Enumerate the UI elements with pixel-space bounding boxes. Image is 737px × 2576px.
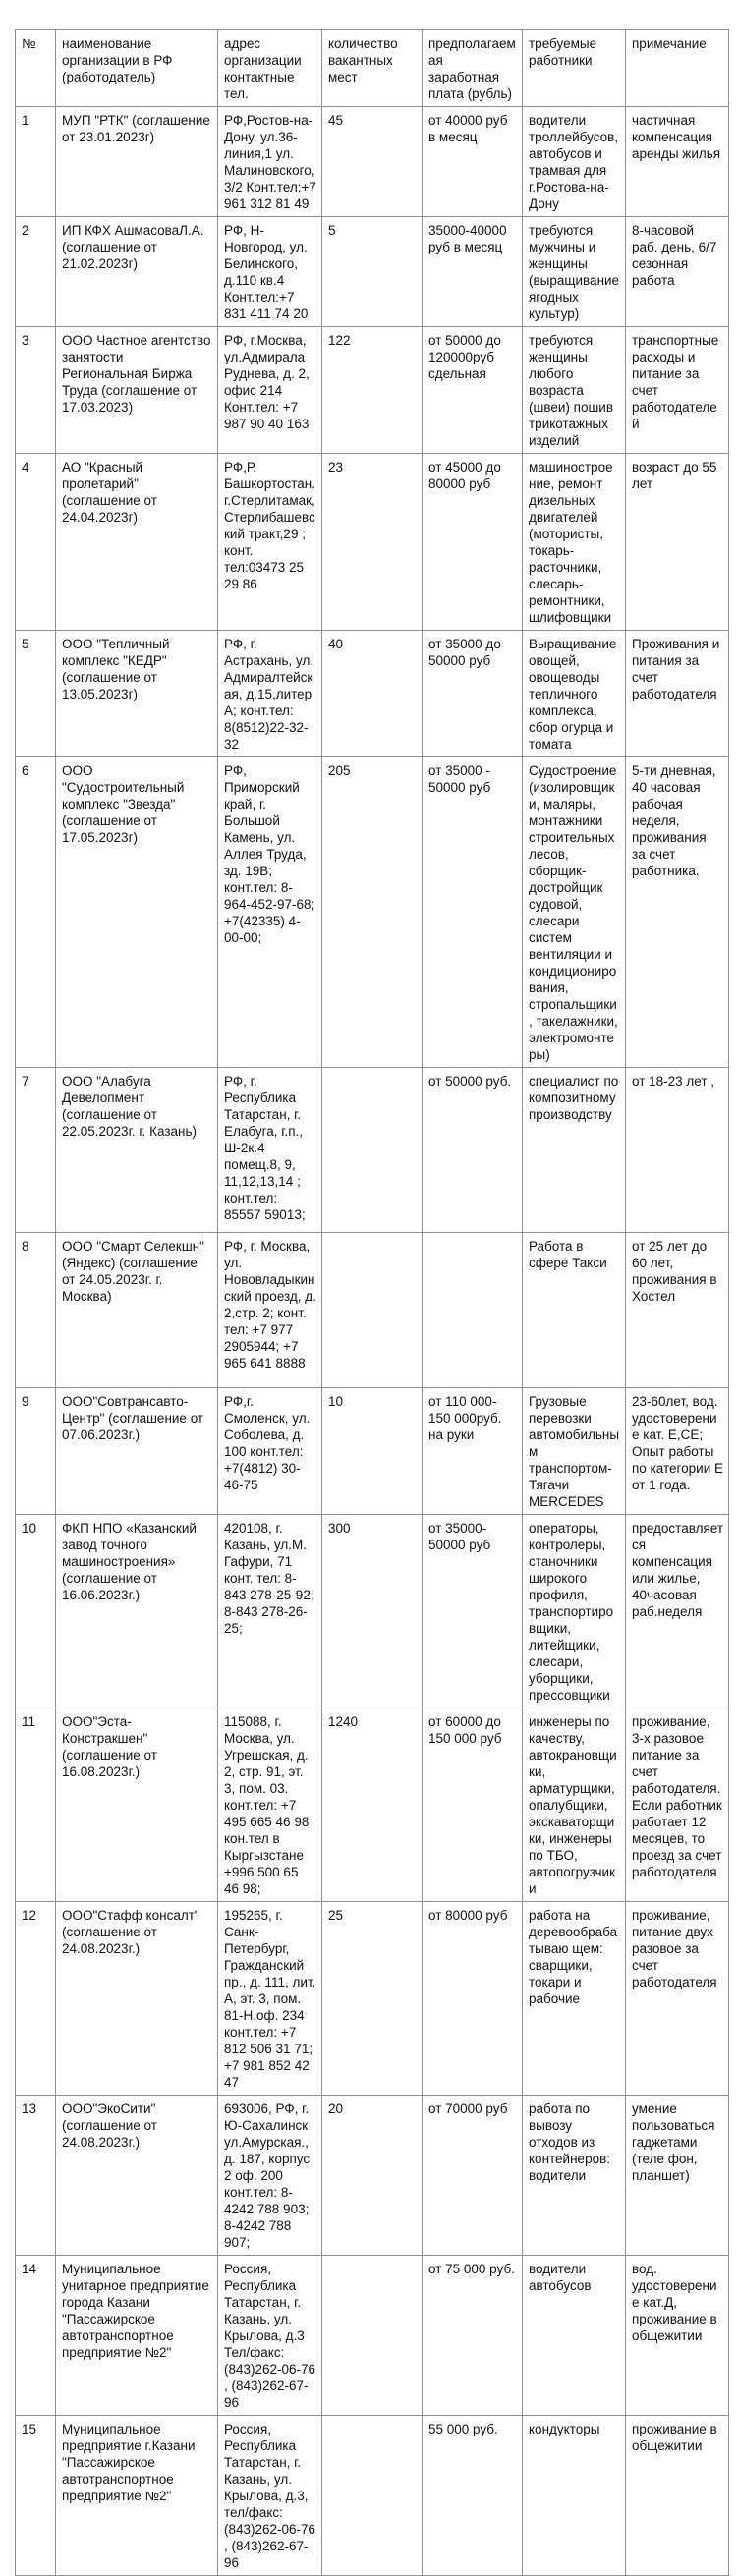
- cell-num: 8: [16, 1233, 56, 1388]
- cell-note: 23-60лет, вод. удостоверение кат. Е,СЕ; Опыт работы по категории Е от 1 года.: [626, 1388, 729, 1515]
- table-row: [16, 454, 729, 631]
- column-header-count: количество вакантных мест: [322, 30, 423, 107]
- cell-num: 13: [16, 2096, 56, 2256]
- cell-count: 300: [322, 1515, 423, 1708]
- cell-count: [322, 1068, 423, 1233]
- cell-num: 10: [16, 1515, 56, 1708]
- cell-workers: водители автобусов: [523, 2256, 626, 2416]
- cell-num: 5: [16, 631, 56, 757]
- cell-salary: от 45000 до 80000 руб: [423, 454, 523, 631]
- cell-name: ООО"Эста-Констракшен" (соглашение от 16.08.2023г.): [56, 1708, 218, 1902]
- table-row: [16, 1515, 729, 1708]
- cell-workers: водители троллейбусов, автобусов и трамвая для г.Ростова-на-Дону: [523, 107, 626, 217]
- cell-name: ФКП НПО «Казанский завод точного машиностроения» (соглашение от 16.06.2023г.): [56, 1515, 218, 1708]
- cell-count: 5: [322, 217, 423, 327]
- cell-num: 9: [16, 1388, 56, 1515]
- cell-salary: от 35000 до 50000 руб: [423, 631, 523, 757]
- cell-count: 45: [322, 107, 423, 217]
- cell-count: 205: [322, 757, 423, 1068]
- cell-salary: от 80000 руб: [423, 1902, 523, 2096]
- cell-salary: [423, 1233, 523, 1388]
- cell-salary: 55 000 руб.: [423, 2416, 523, 2576]
- cell-salary: от 50000 до 120000руб сдельная: [423, 327, 523, 454]
- cell-salary: от 70000 руб: [423, 2096, 523, 2256]
- table-row: [16, 217, 729, 327]
- cell-name: ООО "Тепличный комплекс "КЕДР" (соглашение от 13.05.2023г): [56, 631, 218, 757]
- cell-workers: требуются мужчины и женщины (выращивание ягодных культур): [523, 217, 626, 327]
- cell-note: частичная компенсация аренды жилья: [626, 107, 729, 217]
- cell-address: 115088, г. Москва, ул. Угрешская, д. 2, стр. 91, эт. 3, пом. 03. конт.тел: +7 495 665 46 98 кон.тел в Кыргызстане +996 500 65 46 98;: [218, 1708, 322, 1902]
- cell-num: 1: [16, 107, 56, 217]
- cell-workers: инженеры по качеству, автокрановщики, арматурщики, опалубщики, экскаваторщики, инженеры по ТБО, автопогрузчики: [523, 1708, 626, 1902]
- cell-name: ООО "Алабуга Девелопмент (соглашение от 22.05.2023г. г. Казань): [56, 1068, 218, 1233]
- cell-name: ИП КФХ АшмасоваЛ.А. (соглашение от 21.02.2023г): [56, 217, 218, 327]
- cell-address: РФ,г. Смоленск, ул. Соболева, д. 100 конт.тел: +7(4812) 30-46-75: [218, 1388, 322, 1515]
- cell-count: 10: [322, 1388, 423, 1515]
- cell-salary: 35000-40000 руб в месяц: [423, 217, 523, 327]
- cell-workers: Судостроение (изолировщики, маляры, монтажники строительных лесов, сборщик-достройщик судовой, слесари систем вентиляции и кондиционирования, стропальщики, такелажники, электромонтеры): [523, 757, 626, 1068]
- vacancies-table-document: [15, 29, 729, 2576]
- cell-name: ООО "Смарт Селекшн" (Яндекс) (соглашение от 24.05.2023г. г. Москва): [56, 1233, 218, 1388]
- table-row: [16, 757, 729, 1068]
- cell-workers: Выращивание овощей, овощеводы тепличного комплекса, сбор огурца и томата: [523, 631, 626, 757]
- cell-note: от 25 лет до 60 лет, проживания в Хостел: [626, 1233, 729, 1388]
- cell-name: ООО Частное агентство занятости Региональная Биржа Труда (соглашение от 17.03.2023): [56, 327, 218, 454]
- cell-address: РФ,Р. Башкортостан. г.Стерлитамак, Стерлибашевский тракт,29 ; конт. тел:03473 25 29 86: [218, 454, 322, 631]
- table-row: [16, 1708, 729, 1902]
- cell-note: Проживания и питания за счет работодателя: [626, 631, 729, 757]
- cell-workers: работа на деревообрабатываю щем: сварщики, токари и рабочие: [523, 1902, 626, 2096]
- table-row: [16, 631, 729, 757]
- cell-note: 5-ти дневная, 40 часовая рабочая неделя, проживания за счет работника.: [626, 757, 729, 1068]
- cell-note: вод. удостоверение кат.Д, проживание в общежитии: [626, 2256, 729, 2416]
- cell-num: 12: [16, 1902, 56, 2096]
- cell-workers: работа по вывозу отходов из контейнеров: водители: [523, 2096, 626, 2256]
- cell-workers: Работа в сфере Такси: [523, 1233, 626, 1388]
- table-row: [16, 1388, 729, 1515]
- cell-count: 23: [322, 454, 423, 631]
- column-header-workers: требуемые работники: [523, 30, 626, 107]
- cell-count: 25: [322, 1902, 423, 2096]
- column-header-note: примечание: [626, 30, 729, 107]
- cell-salary: от 35000-50000 руб: [423, 1515, 523, 1708]
- cell-note: транспортные расходы и питание за счет работодателей: [626, 327, 729, 454]
- cell-salary: от 35000 - 50000 руб: [423, 757, 523, 1068]
- cell-num: 3: [16, 327, 56, 454]
- cell-address: 420108, г. Казань, ул.М. Гафури, 71 конт. тел: 8-843 278-25-92; 8-843 278-26-25;: [218, 1515, 322, 1708]
- column-header-salary: предполагаемая заработная плата (рубль): [423, 30, 523, 107]
- cell-address: РФ, г.Москва, ул.Адмирала Руднева, д. 2, офис 214 Конт.тел: +7 987 90 40 163: [218, 327, 322, 454]
- cell-salary: от 50000 руб.: [423, 1068, 523, 1233]
- cell-address: 195265, г. Санк-Петербург, Гражданский пр., д. 111, лит. А, эт. 3, пом. 81-Н,оф. 234 конт.тел: +7 812 506 31 71; +7 981 852 42 47: [218, 1902, 322, 2096]
- table-row: [16, 2416, 729, 2576]
- cell-salary: от 110 000-150 000руб. на руки: [423, 1388, 523, 1515]
- cell-num: 2: [16, 217, 56, 327]
- cell-note: проживание, 3-х разовое питание за счет работодателя. Если работник работает 12 месяцев, то проезд за счет работодателя: [626, 1708, 729, 1902]
- vacancies-table: [15, 29, 729, 2576]
- cell-name: ООО"Совтрансавто-Центр" (соглашение от 07.06.2023г.): [56, 1388, 218, 1515]
- table-row: [16, 2256, 729, 2416]
- cell-name: ООО"ЭкоСити" (соглашение от 24.08.2023г.): [56, 2096, 218, 2256]
- cell-address: РФ,Ростов-на-Дону, ул.36-линия,1 ул. Малиновского, 3/2 Конт.тел:+7 961 312 81 49: [218, 107, 322, 217]
- column-header-address: адрес организации контактные тел.: [218, 30, 322, 107]
- cell-address: РФ, г. Москва, ул. Нововладыкинский проезд, д. 2,стр. 2; конт. тел: +7 977 2905944; +7 965 641 8888: [218, 1233, 322, 1388]
- column-header-name: наименование организации в РФ (работодатель): [56, 30, 218, 107]
- cell-workers: операторы, контролеры, станочники широкого профиля, транспортировщики, литейщики, слесари, уборщики, прессовщики: [523, 1515, 626, 1708]
- cell-note: предоставляется компенсация или жилье, 40часовая раб.неделя: [626, 1515, 729, 1708]
- table-row: [16, 1068, 729, 1233]
- cell-address: РФ, г. Республика Татарстан, г. Елабуга, г.п., Ш-2к.4 помещ.8, 9, 11,12,13,14 ; конт.тел: 85557 59013;: [218, 1068, 322, 1233]
- table-body: [16, 107, 729, 2576]
- column-header-num: №: [16, 30, 56, 107]
- cell-num: 14: [16, 2256, 56, 2416]
- cell-address: Россия, Республика Татарстан, г. Казань, ул. Крылова, д.3 Тел/факс: (843)262-06-76 , (843)262-67-96: [218, 2256, 322, 2416]
- cell-num: 4: [16, 454, 56, 631]
- cell-salary: от 60000 до 150 000 руб: [423, 1708, 523, 1902]
- cell-count: 1240: [322, 1708, 423, 1902]
- cell-workers: требуются женщины любого возраста (швеи) пошив трикотажных изделий: [523, 327, 626, 454]
- cell-address: РФ, Н-Новгород, ул. Белинского, д.110 кв.4 Конт.тел:+7 831 411 74 20: [218, 217, 322, 327]
- cell-salary: от 75 000 руб.: [423, 2256, 523, 2416]
- cell-workers: машиностроение, ремонт дизельных двигателей (мотористы, токарь-расточники, слесарь-ремонтники, шлифовщики: [523, 454, 626, 631]
- cell-name: МУП "РТК" (соглашение от 23.01.2023г): [56, 107, 218, 217]
- cell-note: возраст до 55 лет: [626, 454, 729, 631]
- cell-address: 693006, РФ, г. Ю-Сахалинск ул.Амурская., д. 187, корпус 2 оф. 200 конт.тел: 8-4242 788 903; 8-4242 788 907;: [218, 2096, 322, 2256]
- cell-num: 11: [16, 1708, 56, 1902]
- cell-workers: кондукторы: [523, 2416, 626, 2576]
- table-row: [16, 2096, 729, 2256]
- cell-name: АО "Красный пролетарий" (соглашение от 24.04.2023г): [56, 454, 218, 631]
- cell-address: Россия, Республика Татарстан, г. Казань, ул. Крылова, д.3, тел/факс: (843)262-06-76 , (843)262-67-96: [218, 2416, 322, 2576]
- cell-name: Муниципальное предприятие г.Казани "Пассажирское автотранспортное предприятие №2": [56, 2416, 218, 2576]
- cell-count: [322, 2416, 423, 2576]
- cell-name: ООО "Судостроительный комплекс "Звезда" (соглашение от 17.05.2023г): [56, 757, 218, 1068]
- header-row: [16, 30, 729, 107]
- cell-salary: от 40000 руб в месяц: [423, 107, 523, 217]
- table-row: [16, 1233, 729, 1388]
- cell-workers: Грузовые перевозки автомобильным транспортом-Тягачи MERCEDES: [523, 1388, 626, 1515]
- cell-address: РФ, Приморский край, г. Большой Камень, ул. Аллея Труда, зд. 19В; конт.тел: 8-964-452-97-68; +7(42335) 4-00-00;: [218, 757, 322, 1068]
- table-row: [16, 107, 729, 217]
- cell-workers: специалист по композитному производству: [523, 1068, 626, 1233]
- cell-note: 8-часовой раб. день, 6/7 сезонная работа: [626, 217, 729, 327]
- cell-name: Муниципальное унитарное предприятие города Казани "Пассажирское автотранспортное предприятие №2": [56, 2256, 218, 2416]
- cell-count: 122: [322, 327, 423, 454]
- table-row: [16, 327, 729, 454]
- cell-count: 20: [322, 2096, 423, 2256]
- cell-num: 6: [16, 757, 56, 1068]
- cell-count: 40: [322, 631, 423, 757]
- cell-address: РФ, г. Астрахань, ул. Адмиралтейская, д.15,литер А; конт.тел: 8(8512)22-32-32: [218, 631, 322, 757]
- cell-note: от 18-23 лет ,: [626, 1068, 729, 1233]
- cell-name: ООО"Стафф консалт" (соглашение от 24.08.2023г.): [56, 1902, 218, 2096]
- cell-num: 7: [16, 1068, 56, 1233]
- cell-count: [322, 2256, 423, 2416]
- cell-note: проживание, питание двух разовое за счет работодателя: [626, 1902, 729, 2096]
- cell-note: проживание в общежитии: [626, 2416, 729, 2576]
- cell-note: умение пользоваться гаджетами (теле фон, планшет): [626, 2096, 729, 2256]
- cell-num: 15: [16, 2416, 56, 2576]
- cell-count: [322, 1233, 423, 1388]
- table-row: [16, 1902, 729, 2096]
